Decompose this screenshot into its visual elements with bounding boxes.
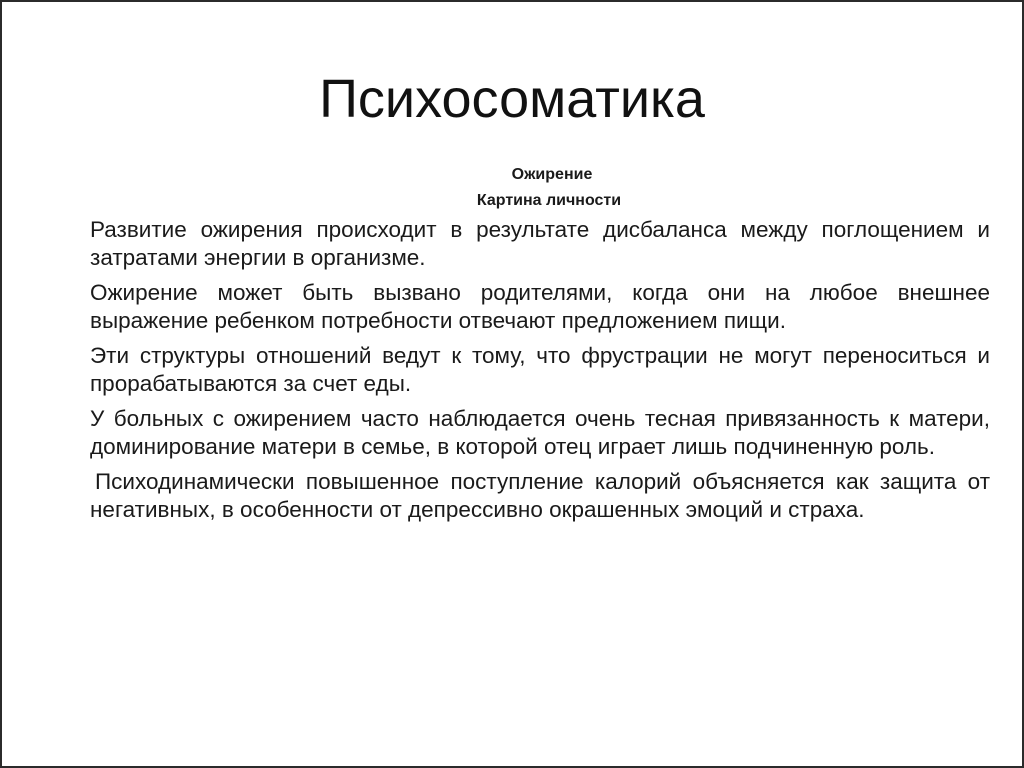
paragraph-frustration: Эти структуры отношений ведут к тому, что фрустрации не могут переноситься и прорабатываются за счет еды.	[90, 343, 990, 396]
paragraph-parents: Ожирение может быть вызвано родителями, когда они на любое внешнее выражение ребенком потребности отвечают предложением пищи.	[90, 280, 990, 333]
slide-body	[90, 216, 990, 531]
subtitle-block	[2, 162, 1022, 214]
subtitle-personality: Картина личности	[476, 192, 622, 209]
paragraph-energy-imbalance: Развитие ожирения происходит в результате дисбаланса между поглощением и затратами энергии в организме.	[90, 217, 990, 270]
slide-title: Психосоматика	[319, 69, 705, 129]
subtitle-obesity: Ожирение	[511, 166, 593, 183]
paragraph-mother-attachment: У больных с ожирением часто наблюдается очень тесная привязанность к матери, доминирование матери в семье, в которой отец играет лишь подчиненную роль.	[90, 406, 990, 459]
paragraph-psychodynamics: Психодинамически повышенное поступление калорий объясняется как защита от негативных, в особенности от депрессивно окрашенных эмоций и страха.	[90, 469, 990, 522]
